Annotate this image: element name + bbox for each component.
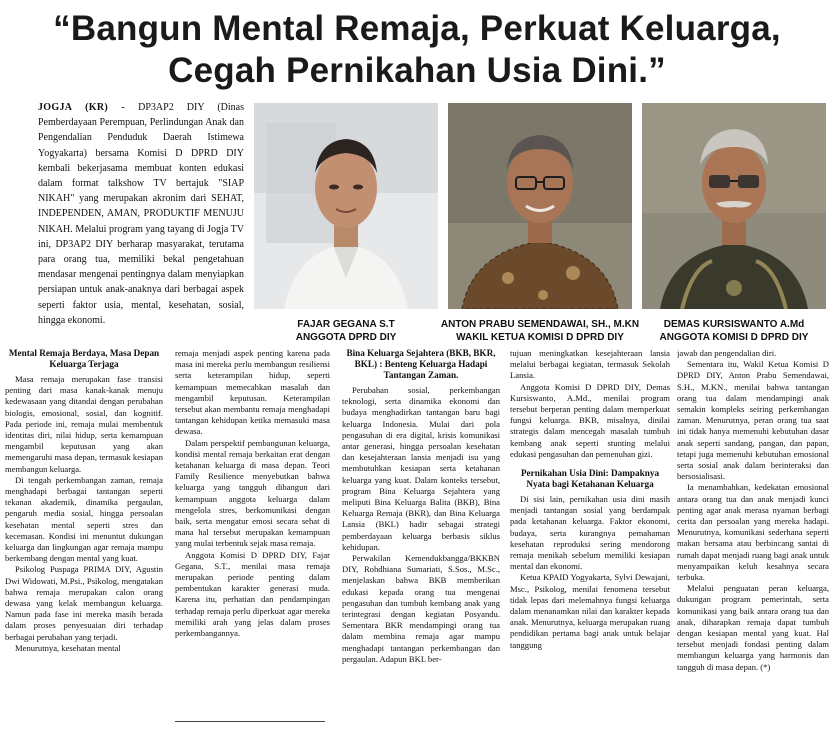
paragraph: Psikolog Puspaga PRIMA DIY, Agustin Dwi Widowati, M.Psi., Psikolog, mengatakan bahwa remaja merupakan calon orang dewasa yang kelak membangun keluarga. Namun pada fase ini mereka masih berada dalam proses penyesuaian diri terhadap berbagai perubahan yang terjadi. xyxy=(5,564,163,642)
photo-fajar-gegana xyxy=(254,103,438,309)
paragraph: jawab dan pengendalian diri. xyxy=(677,348,777,358)
paragraph: Perwakilan Kemendukbangga/BKKBN DIY, Rohdhiana Sumariati, S.Sos., M.Sc., menjelaskan bahwa BKB memberikan edukasi kepada orang tua mengenai pengasuhan dan tumbuh kembang anak yang terintegrasi dengan kegiatan Posyandu. Sementara BKR mendampingi orang tua dalam membina remaja agar mampu menghadapi tantangan perkembangan dan pergaulan. Adapun BKL ber- xyxy=(342,553,500,664)
caption-photo-2 xyxy=(438,318,642,344)
headline-line-2: Cegah Pernikahan Usia Dini.” xyxy=(168,51,666,90)
section-heading-mental-remaja: Mental Remaja Berdaya, Masa Depan Keluarga Terjaga xyxy=(8,348,160,369)
column-end-rule xyxy=(175,721,325,722)
article-column-3 xyxy=(342,348,500,744)
paragraph: Menurutnya, kesehatan mental xyxy=(15,642,121,653)
headline-line-1: “Bangun Mental Remaja, Perkuat Keluarga, xyxy=(53,9,781,48)
article-column-5 xyxy=(677,348,829,744)
caption-photo-1 xyxy=(254,318,438,344)
dateline: JOGJA (KR) - xyxy=(38,102,126,113)
lead-text: DP3AP2 DIY (Dinas Pemberdayaan Perempuan, Perlindungan Anak dan Pengendalian Penduduk Daerah Istimewa Yogyakarta) bersama Komisi D DPRD DIY kembali bekerjasama membuat konten edukasi dalam format talkshow TV bertajuk "SIAP NIKAH" yang merupakan akronim dari SEHAT, INDEPENDEN, AMAN, PRODUKTIF MENUJU NIKAH. Melalui program yang tayang di Jogja TV ini, DP3AP2 DIY berharap masyarakat, terutama para orang tua, memiliki bekal pengetahuan mendasar mengenai pentingnya dalam menyiapkan persiapan untuk anak-anaknya dari berbagai aspek seperti faktor usia, mental, kesehatan, sosial, hingga ekonomi. xyxy=(38,102,244,326)
caption-name: FAJAR GEGANA S.T xyxy=(297,319,395,330)
caption-name: DEMAS KURSISWANTO A.Md xyxy=(663,319,805,330)
caption-role: WAKIL KETUA KOMISI D DPRD DIY xyxy=(456,332,624,343)
section-heading-pernikahan-usia-dini: Pernikahan Usia Dini: Dampaknya Nyata bagi Ketahanan Keluarga xyxy=(520,468,660,490)
paragraph: Di sisi lain, pernikahan usia dini masih menjadi tantangan sosial yang berdampak pada ketahanan keluarga. Faktor ekonomi, budaya, serta kurangnya pemahaman kesehatan reproduksi sering mendorong remaja menikah sebelum memiliki kesiapan mental dan ekonomi. xyxy=(510,494,670,572)
caption-role: ANGGOTA KOMISI D DPRD DIY xyxy=(659,332,809,343)
paragraph: Sementara itu, Wakil Ketua Komisi D DPRD DIY, Anton Prabu Semendawai, S.H., M.KN., menilai bahwa tantangan orang tua dalam mendampingi anak semakin kompleks seiring perkembangan zaman. Menurutnya, peran orang tua saat ini tidak hanya memenuhi kebutuhan dasar anak seperti sandang, pangan, dan papan, tetapi juga memenuhi kebutuhan emosional serta sosial anak dalam berinteraksi dan bersosialisasi. xyxy=(677,359,829,482)
paragraph: Dalam perspektif pembangunan keluarga, kondisi mental remaja berkaitan erat dengan ketahanan keluarga di masa depan. Teori Family Resilience menyebutkan bahwa keluarga yang tangguh dibangun dari kemampuan anggota keluarga dalam mengelola stres, berkomunikasi dengan baik, serta mengatur emosi secara sehat di mana hal tersebut merupakan kemampuan yang mulai terbentuk sejak masa remaja. xyxy=(175,437,330,549)
paragraph: Melalui penguatan peran keluarga, dukungan program pemerintah, serta komunikasi yang baik antara orang tua dan anak, diharapkan remaja dapat tumbuh dengan kesiapan mental yang kuat. Hal tersebut menjadi fondasi penting dalam membangun keluarga yang harmonis dan tangguh di masa depan. (*) xyxy=(677,583,829,672)
paragraph: remaja menjadi aspek penting karena pada masa ini mereka perlu membangun resiliensi serta keterampilan hidup, seperti kemampuan memecahkan masalah dan mengambil keputusan. Keterampilan tersebut akan membantu remaja menghadapi tantangan kehidupan ketika memasuki masa dewasa. xyxy=(175,348,330,437)
paragraph: Anggota Komisi D DPRD DIY, Fajar Gegana, S.T., menilai masa remaja merupakan periode penting dalam pembentukan karakter generasi muda. Karena itu, perhatian dan pendampingan terhadap remaja perlu diperkuat agar mereka memiliki arah yang jelas dalam proses perkembangannya. xyxy=(175,549,330,639)
paragraph: Anggota Komisi D DPRD DIY, Demas Kursiswanto, A.Md., menilai program tersebut berperan penting dalam memperkuat fungsi keluarga. BKB, misalnya, dinilai strategis dalam mencegah masalah tumbuh kembang anak seperti stunting melalui edukasi pengasuhan dan pemenuhan gizi. xyxy=(510,381,670,459)
article-column-4 xyxy=(510,348,670,744)
photo-demas-kursiswanto xyxy=(642,103,826,309)
lead-paragraph xyxy=(38,100,244,328)
paragraph: Ketua KPAID Yogyakarta, Sylvi Dewajani, Msc., Psikolog, menilai fenomena tersebut tidak lepas dari melemahnya fungsi keluarga dalam menanamkan nilai dan karakter kepada anak. Menurutnya, keluarga merupakan ruang pendidikan pertama bagi anak untuk belajar tanggung xyxy=(510,572,670,650)
article-column-2 xyxy=(175,348,330,744)
caption-photo-3 xyxy=(642,318,826,344)
caption-role: ANGGOTA DPRD DIY xyxy=(295,332,397,343)
paragraph: Perubahan sosial, perkembangan teknologi, serta dinamika ekonomi dan budaya menghadirkan tantangan baru bagi keluarga Indonesia. Mulai dari pola pengasuhan di era digital, krisis komunikasi antar generasi, hingga persoalan kesehatan dan kesejahteraan lansia menjadi isu yang membutuhkan kesiapan serta ketahanan keluarga yang kuat. Dalam konteks tersebut, program Bina Keluarga Sejahtera yang meliputi Bina Keluarga Balita (BKB), Bina Keluarga Remaja (BKR), dan Bina Keluarga Lansia (BKL) hadir sebagai strategi pemberdayaan keluarga berbasis siklus kehidupan. xyxy=(342,385,500,552)
paragraph: Ia menambahkan, kedekatan emosional antara orang tua dan anak menjadi kunci penting agar anak merasa nyaman berbagi cerita dan persoalan yang mereka hadapi. Menurutnya, komunikasi sederhana seperti makan bersama atau berbincang santai di rumah dapat menjadi ruang bagi anak untuk menyampaikan keluh kesahnya secara terbuka. xyxy=(677,482,829,583)
photo-anton-prabu-semendawai xyxy=(448,103,632,309)
paragraph: Masa remaja merupakan fase transisi penting dari masa kanak-kanak menuju kedewasaan yang ditandai dengan perubahan biologis, emosional, sosial, dan kognitif. Pada periode ini, remaja mulai membentuk identitas diri, nilai hidup, serta kemampuan mengambil keputusan yang akan memengaruhi masa depan, termasuk kesiapan membangun keluarga. xyxy=(5,374,163,474)
article-column-1 xyxy=(5,348,163,744)
section-heading-bina-keluarga: Bina Keluarga Sejahtera (BKB, BKR, BKL) : Benteng Keluarga Hadapi Tantangan Zaman. xyxy=(346,348,496,380)
paragraph: tujuan meningkatkan kesejahteraan lansia melalui berbagai kegiatan, termasuk Sekolah Lansia. xyxy=(510,348,670,381)
caption-name: ANTON PRABU SEMENDAWAI, SH., M.KN xyxy=(440,319,640,330)
paragraph: Di tengah perkembangan zaman, remaja menghadapi berbagai tantangan seperti tekanan akademik, dinamika pergaulan, pengaruh media sosial, hingga persoalan kesehatan mental seperti stres dan kecemasan. Kondisi ini menuntut dukungan keluarga dan lingkungan agar remaja mampu berkembang dengan mental yang kuat. xyxy=(5,474,163,564)
